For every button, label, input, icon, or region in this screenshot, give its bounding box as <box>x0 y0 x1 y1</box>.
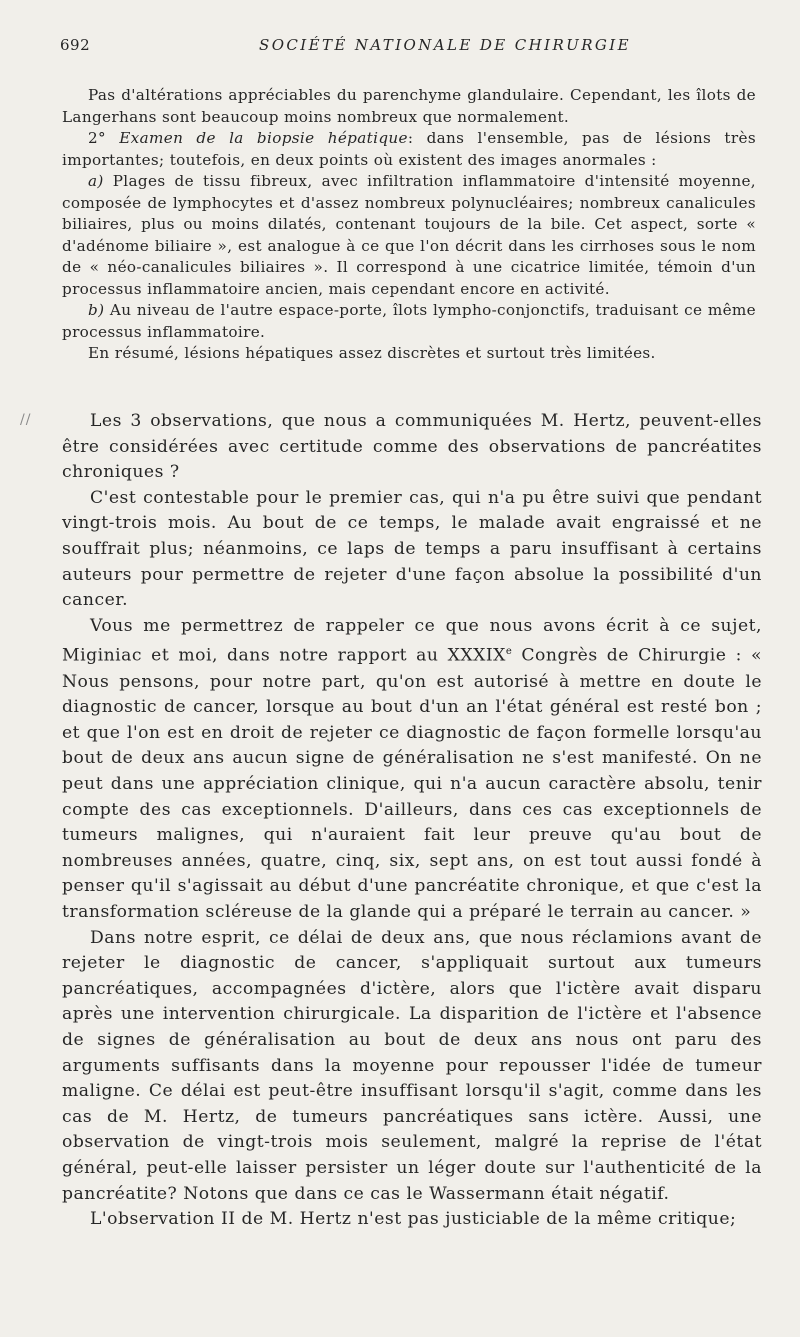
paragraph: En résumé, lésions hépatiques assez discrètes et surtout très limitées. <box>88 344 656 362</box>
page-number: 692 <box>60 36 91 54</box>
paragraph <box>62 300 756 343</box>
paragraph: L'observation II de M. Hertz n'est pas justiciable de la même critique; <box>90 1209 737 1230</box>
paragraph <box>62 171 756 300</box>
running-title: SOCIÉTÉ NATIONALE DE CHIRURGIE <box>259 36 631 54</box>
paragraph: C'est contestable pour le premier cas, qui n'a pu être suivi que pendant vingt-trois mois. Au bout de ce temps, le malade avait engraissé et ne souffrait plus; néanmoins, ce laps de temps a paru insuffisant à certains auteurs pour permettre de rejeter d'une façon absolue la possibilité d'un cancer. <box>62 487 762 611</box>
superscript: e <box>505 646 513 658</box>
paragraph-text: Plages de tissu fibreux, avec infiltration inflammatoire d'intensité moyenne, composée de lymphocytes et d'assez nombreux polynucléaires; nombreux canalicules biliaires, plus ou moins dilatés, contenant toujours de la bile. Cet aspect, sorte « d'adénome biliaire », est analogue à ce que l'on décrit dans les cirrhoses sous le nom de « néo-canalicules biliaires ». Il correspond à une cicatrice limitée, témoin d'un processus inflammatoire ancien, mais cependant encore en activité. <box>62 172 756 298</box>
discussion-section <box>62 409 762 1233</box>
paragraph-text: Au niveau de l'autre espace-porte, îlots lympho-conjonctifs, traduisant ce même processus inflammatoire. <box>62 301 756 341</box>
margin-mark: // <box>20 412 32 428</box>
item-letter: a) <box>88 172 104 190</box>
page-header <box>60 36 760 58</box>
paragraph-text: Congrès de Chirurgie : « Nous pensons, pour notre part, qu'on est autorisé à mettre en doute le diagnostic de cancer, lorsque au bout d'un an l'état général est resté bon ; et que l'on est en droit de rejeter ce diagnostic de façon formelle lorsqu'au bout de deux ans aucun signe de généralisation ne s'est manifesté. On ne peut dans une appréciation clinique, qui n'a aucun caractère absolu, tenir compte des cas exceptionnels. D'ailleurs, dans ces cas exceptionnels de tumeurs malignes, qui n'auraient fait leur preuve qu'au bout de nombreuses années, quatre, cinq, six, sept ans, on est tout aussi fondé à penser qu'il s'agissait au début d'une pancréatite chronique, et que c'est la transformation scléreuse de la glande qui a préparé le terrain au cancer. » <box>62 646 762 923</box>
item-number: 2° <box>88 129 106 147</box>
paragraph: Dans notre esprit, ce délai de deux ans, que nous réclamions avant de rejeter le diagnostic de cancer, s'appliquait surtout aux tumeurs pancréatiques, accompagnées d'ictère, alors que l'ictère avait disparu après une intervention chirurgicale. La disparition de l'ictère et l'absence de signes de généralisation au bout de deux ans nous ont paru des arguments suffisants dans la moyenne pour repousser l'idée de tumeur maligne. Ce délai est peut-être insuffisant lorsqu'il s'agit, comme dans les cas de M. Hertz, de tumeurs pancréatiques sans ictère. Aussi, une observation de vingt-trois mois seulement, malgré la reprise de l'état général, peut-elle laisser persister un léger doute sur l'authenticité de la pancréatite? Notons que dans ce cas le Wassermann était négatif. <box>62 927 762 1204</box>
paragraph: Les 3 observations, que nous a communiquées M. Hertz, peuvent-elles être considérées avec certitude comme des observations de pancréatites chroniques ? <box>62 411 762 483</box>
paragraph <box>62 128 756 171</box>
biopsy-report-section <box>62 85 756 365</box>
item-letter: b) <box>88 301 105 319</box>
paragraph: Pas d'altérations appréciables du parenchyme glandulaire. Cependant, les îlots de Langerhans sont beaucoup moins nombreux que normalement. <box>62 86 756 126</box>
paragraph-text: : dans l'ensemble, pas de lésions très importantes; toutefois, en deux points où existent des images anormales : <box>62 129 756 169</box>
paragraph <box>62 614 762 926</box>
paragraph-text: Vous me permettrez de rappeler ce que nous avons écrit à ce sujet, Miginiac et moi, dans notre rapport au XXXIX <box>62 615 762 667</box>
italic-heading: Examen de la biopsie hépatique <box>119 129 408 147</box>
